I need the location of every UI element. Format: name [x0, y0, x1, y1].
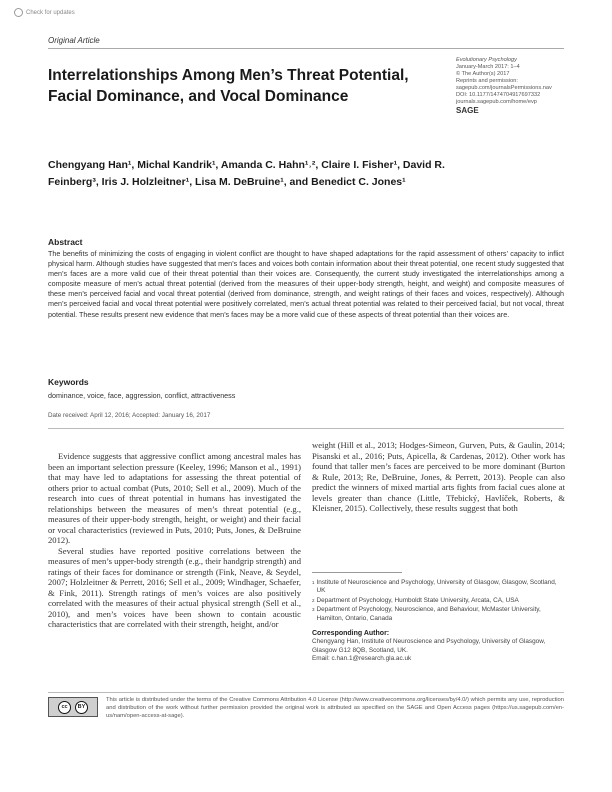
journal-link[interactable]: journals.sagepub.com/home/evp — [456, 99, 537, 105]
check-updates-icon — [14, 8, 23, 17]
article-title: Interrelationships Among Men’s Threat Potential, Facial Dominance, and Vocal Dominance — [48, 67, 409, 105]
corresponding-heading: Corresponding Author: — [312, 630, 390, 638]
body-column-right — [312, 440, 565, 514]
article-dates: Date received: April 12, 2016; Accepted: January 16, 2017 — [48, 412, 211, 419]
copyright: © The Author(s) 2017 — [456, 71, 510, 77]
reprints: Reprints and permission: — [456, 78, 518, 84]
by-icon: BY — [75, 701, 88, 714]
footnotes — [312, 579, 564, 664]
abstract-heading: Abstract — [48, 237, 83, 247]
journal-meta — [456, 57, 564, 114]
keywords-heading: Keywords — [48, 377, 89, 387]
author-list: Chengyang Han¹, Michal Kandrik¹, Amanda C. Hahn¹˒², Claire I. Fisher¹, David R. Feinberg³, Iris J. Holzleitner¹, Lisa M. DeBruine¹, and Benedict C. Jones¹ — [48, 159, 445, 188]
body-paragraph: Evidence suggests that aggressive conflict among ancestral males has been an important selection pressure (Keeley, 1996; Manson et al., 1991) that may have led to adaptations for assessing the threat potential of others prior to actual combat (Puts, 2010; Sell et al., 2009). Much of the research into cues of threat potential in humans has investigated the relationships between the measures of men’s threat potential (e.g., measures of their upper-body strength, height, or weight) and their facial or vocal characteristics (reviewed in Puts, 2010; Puts, Jones, & DeBruine 2012). — [48, 451, 301, 545]
body-column-left — [48, 451, 301, 630]
header-rule — [48, 48, 564, 49]
abstract-text: The benefits of minimizing the costs of engaging in violent conflict are thought to have shaped adaptations for the rapid assessment of others’ capacity to inflict physical harm. Although studies have suggested that men’s faces and voices both contain information about their threat potential, one recent study suggested that men’s faces are a more valid cue of their threat potential than their voices are. Consequently, the current study investigated the interrelationships among a composite measure of men’s actual threat potential (derived from the measures of their upper-body strength, height, and weight) and composite measures of these men’s perceived facial and vocal threat potential (derived from dominance, strength, and weight ratings of their faces and voices, respectively). Although men’s perceived facial and vocal threat potential were positively correlated, men’s actual threat potential was related to their perceived facial, but not vocal, threat potential. These results present new evidence that men’s faces may be a more valid cue of these aspects of threat potential than their voices are. — [48, 249, 564, 319]
footnote-3: 3 Department of Psychology, Neuroscience, and Behaviour, McMaster University, Hamilton, Ontario, Canada — [312, 606, 541, 622]
footnote-2: 2 Department of Psychology, Humboldt State University, Arcata, CA, USA — [312, 596, 519, 604]
badge-label: Check for updates — [26, 9, 75, 16]
keywords-text: dominance, voice, face, aggression, conflict, attractiveness — [48, 391, 236, 400]
journal-issue: January-March 2017: 1–4 — [456, 64, 520, 70]
corresponding-email[interactable]: Email: c.han.1@research.gla.ac.uk — [312, 655, 412, 663]
sage-logo: SAGE — [456, 106, 479, 115]
article-type: Original Article — [48, 36, 100, 45]
abstract-section — [48, 237, 564, 357]
body-paragraph: Several studies have reported positive correlations between the measures of men’s upper-body strength (e.g., their handgrip strength) and ratings of their faces for dominance or strength (Fink, Neave, & Seydel, 2007; Holzleitner & Perrett, 2016; Sell et al., 2009; Windhager, Schaefer, & Fink, 2011). Strength ratings of men’s voices are also positively correlated with the measures of their actual physical strength (Sell et al., 2010), and men’s voices have been shown to contain acoustic characteristics that are correlated with their strength, height, and/or — [48, 545, 301, 629]
corresponding-text: Chengyang Han, Institute of Neuroscience and Psychology, University of Glasgow, Glasgow G12 8QB, Scotland, UK. — [312, 638, 546, 654]
journal-name: Evolutionary Psychology — [456, 57, 517, 63]
section-rule — [48, 428, 564, 429]
footnote-1: 1 Institute of Neuroscience and Psychology, University of Glasgow, Glasgow, Scotland, UK — [312, 579, 557, 595]
reprints-link[interactable]: sagepub.com/journalsPermissions.nav — [456, 85, 552, 91]
doi[interactable]: DOI: 10.1177/1474704917697332 — [456, 92, 541, 98]
body-paragraph: weight (Hill et al., 2013; Hodges-Simeon, Gurven, Puts, & Gaulin, 2014; Pisanski et al., 2016; Puts, Apicella, & Cardenas, 2012). Other work has found that taller men’s faces are perceived to be more dominant (Burton & Rule, 2013; Re, DeBruine, Jones, & Perrett, 2013). People can also predict the winners of mixed martial arts fights from facial cues alone at levels greater than chance (Little, Třebický, Havlíček, Roberts, & Kleisner, 2015). Collectively, these results suggest that both — [312, 440, 565, 513]
footer-rule — [48, 692, 564, 693]
license-text: This article is distributed under the terms of the Creative Commons Attribution 4.0 License (http://www.creativecommons.org/licenses/by/4.0/) which permits any use, reproduction and distribution of the work without further permission provided the original work is attributed as specified on the SAGE and Open Access pages (https://us.sagepub.com/en-us/nam/open-access-at-sage). — [106, 697, 564, 719]
check-for-updates-badge[interactable] — [14, 8, 75, 17]
cc-by-license-icon[interactable] — [48, 697, 98, 717]
cc-icon: cc — [58, 701, 71, 714]
footnote-rule — [312, 572, 402, 573]
